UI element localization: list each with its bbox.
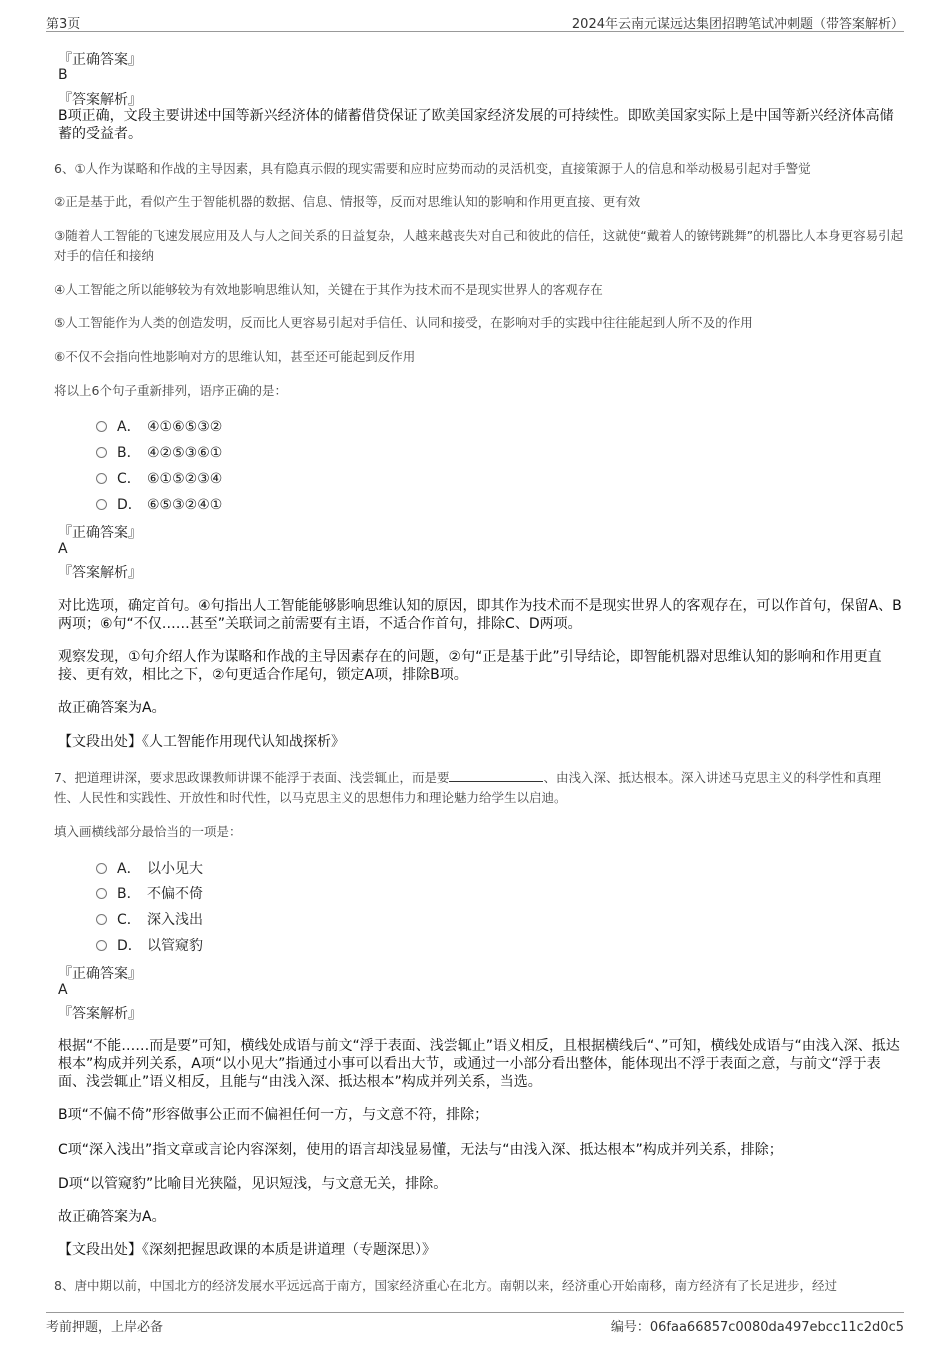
radio-icon[interactable] xyxy=(96,863,107,874)
question-7-option-c[interactable]: C． 深入浅出 xyxy=(96,909,203,929)
correct-answer-value: A xyxy=(58,982,68,998)
radio-icon[interactable] xyxy=(96,499,107,510)
page-number: 第3页 xyxy=(46,17,81,32)
footer-slogan: 考前押题，上岸必备 xyxy=(46,1320,164,1335)
radio-icon[interactable] xyxy=(96,888,107,899)
correct-answer-value: A xyxy=(58,541,68,557)
radio-icon[interactable] xyxy=(96,473,107,484)
analysis-label: 『答案解析』 xyxy=(58,92,142,108)
question-6-option-a[interactable]: A． ④①⑥⑤③② xyxy=(96,416,222,436)
question-6-option-c[interactable]: C． ⑥①⑤②③④ xyxy=(96,468,222,488)
radio-icon[interactable] xyxy=(96,940,107,951)
analysis-paragraph-1: 根据“不能……而是要”可知，横线处成语与前文“浮于表面、浅尝辄止”语义相反，且根据横线后“、”可知，横线处成语与“由浅入深、抵达根本”构成并列关系，A项“以小见大”指通过小事可以看出大节，或通过一小部分看出整体，能体现出不浮于表面之意，与前文“浮于表面、浅尝辄止”语义相反，且能与“由浅入深、抵达根本”构成并列关系，当选。 xyxy=(58,1038,900,1090)
correct-answer-label: 『正确答案』 xyxy=(58,52,142,68)
question-6-prompt: 将以上6个句子重新排列，语序正确的是： xyxy=(54,383,287,398)
question-6-stem: 6、①人作为谋略和作战的主导因素，具有隐真示假的现实需要和应时应势而动的灵活机变，直接策源于人的信息和举动极易引起对手警觉 xyxy=(54,161,811,176)
analysis-paragraph-1: 对比选项，确定首句。④句指出人工智能能够影响思维认知的原因，即其作为技术而不是现实世界人的客观存在，可以作首句，保留A、B两项；⑥句“不仅……甚至”关联词之前需要有主语，不适合作首句，排除C、D两项。 xyxy=(58,598,902,632)
analysis-label: 『答案解析』 xyxy=(58,1006,142,1022)
question-7-prompt: 填入画横线部分最恰当的一项是： xyxy=(54,824,242,839)
question-6-sentence-2: ②正是基于此，看似产生于智能机器的数据、信息、情报等，反而对思维认知的影响和作用更直接、更有效 xyxy=(54,194,641,209)
question-6-option-b[interactable]: B． ④②⑤③⑥① xyxy=(96,442,222,462)
analysis-text: B项正确，文段主要讲述中国等新兴经济体的储蓄借贷保证了欧美国家经济发展的可持续性。即欧美国家实际上是中国等新兴经济体高储蓄的受益者。 xyxy=(58,108,894,142)
analysis-paragraph-2: B项“不偏不倚”形容做事公正而不偏袒任何一方，与文意不符，排除； xyxy=(58,1107,489,1123)
question-8-stem: 8、唐中期以前，中国北方的经济发展水平远远高于南方，国家经济重心在北方。南朝以来，经济重心开始南移，南方经济有了长足进步，经过 xyxy=(54,1278,837,1293)
analysis-paragraph-3: 故正确答案为A。 xyxy=(58,700,166,716)
question-6-sentence-3: ③随着人工智能的飞速发展应用及人与人之间关系的日益复杂，人越来越丧失对自己和彼此的信任，这就使“戴着人的镣铐跳舞”的机器比人本身更容易引起对手的信任和接纳 xyxy=(54,228,904,263)
page-header xyxy=(46,13,904,32)
question-6-sentence-5: ⑤人工智能作为人类的创造发明，反而比人更容易引起对手信任、认同和接受，在影响对手的实践中往往能起到人所不及的作用 xyxy=(54,315,753,330)
correct-answer-label: 『正确答案』 xyxy=(58,966,142,982)
analysis-paragraph-3: C项“深入浅出”指文章或言论内容深刻，使用的语言却浅显易懂，无法与“由浅入深、抵达根本”构成并列关系，排除； xyxy=(58,1142,783,1158)
question-7-stem: 7、把道理讲深，要求思政课教师讲课不能浮于表面、浅尝辄止，而是要 、由浅入深、抵达根本。深入讲述马克思主义的科学性和真理性、人民性和实践性、开放性和时代性，以马克思主义的思想伟力和理论魅力给学生以启迪。 xyxy=(54,770,881,805)
question-6-option-d[interactable]: D． ⑥⑤③②④① xyxy=(96,494,222,514)
page-footer xyxy=(46,1312,904,1335)
question-6-sentence-6: ⑥不仅不会指向性地影响对方的思维认知，甚至还可能起到反作用 xyxy=(54,349,416,364)
analysis-paragraph-2: 观察发现，①句介绍人作为谋略和作战的主导因素存在的问题，②句“正是基于此”引导结论，即智能机器对思维认知的影响和作用更直接、更有效，相比之下，②句更适合作尾句，锁定A项，排除B项。 xyxy=(58,649,882,683)
document-title: 2024年云南元谋远达集团招聘笔试冲刺题（带答案解析） xyxy=(571,17,904,32)
radio-icon[interactable] xyxy=(96,447,107,458)
correct-answer-label: 『正确答案』 xyxy=(58,525,142,541)
question-7-option-a[interactable]: A． 以小见大 xyxy=(96,858,203,878)
analysis-paragraph-5: 故正确答案为A。 xyxy=(58,1209,166,1225)
fill-blank xyxy=(449,769,543,782)
source-citation: 【文段出处】《深刻把握思政课的本质是讲道理（专题深思）》 xyxy=(58,1242,436,1258)
analysis-label: 『答案解析』 xyxy=(58,565,142,581)
radio-icon[interactable] xyxy=(96,421,107,432)
analysis-paragraph-4: D项“以管窥豹”比喻目光狭隘，见识短浅，与文意无关，排除。 xyxy=(58,1176,448,1192)
question-6-sentence-4: ④人工智能之所以能够较为有效地影响思维认知，关键在于其作为技术而不是现实世界人的客观存在 xyxy=(54,282,603,297)
correct-answer-value: B xyxy=(58,67,68,83)
source-citation: 【文段出处】《人工智能作用现代认知战探析》 xyxy=(58,734,345,750)
radio-icon[interactable] xyxy=(96,914,107,925)
question-7-option-d[interactable]: D． 以管窥豹 xyxy=(96,935,203,955)
question-7-option-b[interactable]: B． 不偏不倚 xyxy=(96,883,203,903)
document-id: 编号：06faa66857c0080da497ebcc11c2d0c5 xyxy=(610,1320,904,1335)
